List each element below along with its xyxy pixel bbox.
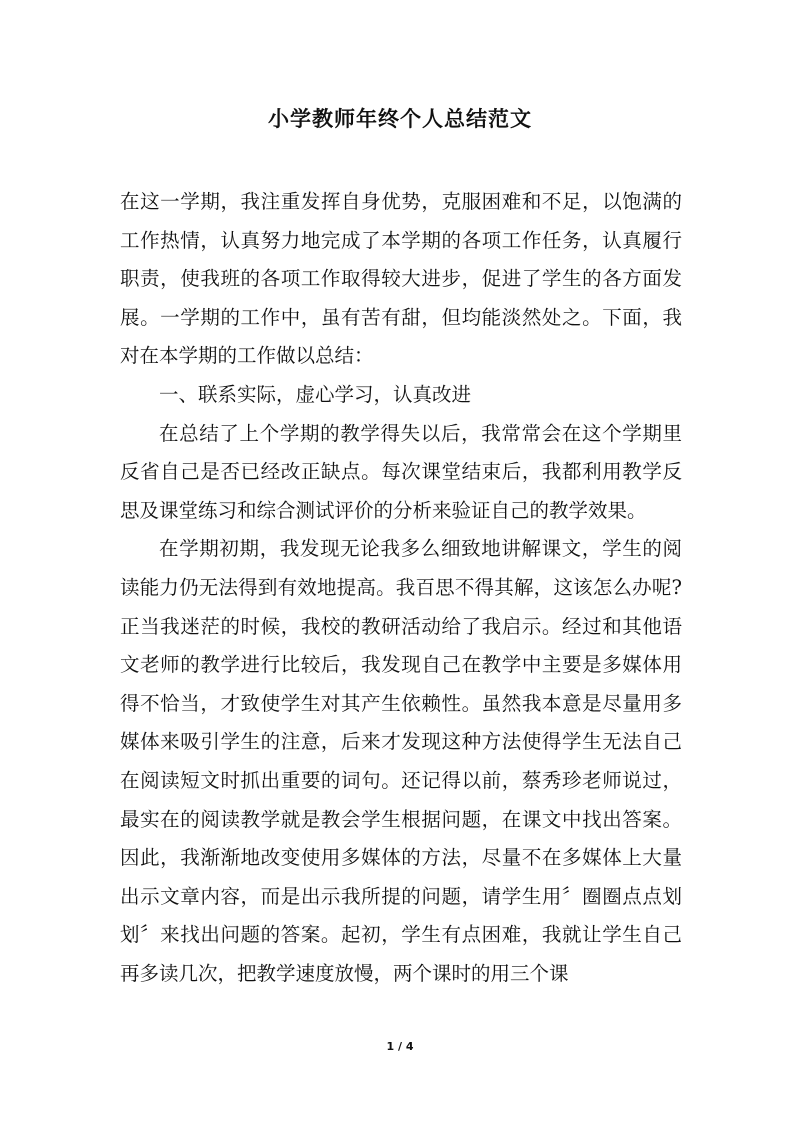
section-heading: 一、联系实际，虚心学习，认真改进 — [159, 382, 472, 406]
document-body — [120, 183, 682, 993]
page-number: 1 / 4 — [386, 1040, 414, 1053]
document-title: 小学教师年终个人总结范文 — [268, 106, 532, 131]
intro-paragraph: 在这一学期，我注重发挥自身优势，克服困难和不足，以饱满的工作热情，认真努力地完成了本学期的各项工作任务，认真履行职责，使我班的各项工作取得较大进步，促进了学生的各方面发展。一学期的工作中，虽有苦有甜，但均能淡然处之。下面，我对在本学期的工作做以总结： — [120, 190, 682, 368]
body-paragraph: 在总结了上个学期的教学得失以后，我常常会在这个学期里反省自己是否已经改正缺点。每次课堂结束后，我都利用教学反思及课堂练习和综合测试评价的分析来验证自己的教学效果。 — [120, 421, 682, 522]
body-paragraph: 在学期初期，我发现无论我多么细致地讲解课文，学生的阅读能力仍无法得到有效地提高。我百思不得其解，这该怎么办呢?正当我迷茫的时候，我校的教研活动给了我启示。经过和其他语文老师的教学进行比较后，我发现自己在教学中主要是多媒体用得不恰当，才致使学生对其产生依赖性。虽然我本意是尽量用多媒体来吸引学生的注意，后来才发现这种方法使得学生无法自己在阅读短文时抓出重要的词句。还记得以前，蔡秀珍老师说过，最实在的阅读教学就是教会学生根据问题，在课文中找出答案。因此，我渐渐地改变使用多媒体的方法，尽量不在多媒体上大量出示文章内容，而是出示我所提的问题，请学生用〞圈圈点点划划〞来找出问题的答案。起初，学生有点困难，我就让学生自己再多读几次，把教学速度放慢，两个课时的用三个课 — [120, 537, 682, 985]
